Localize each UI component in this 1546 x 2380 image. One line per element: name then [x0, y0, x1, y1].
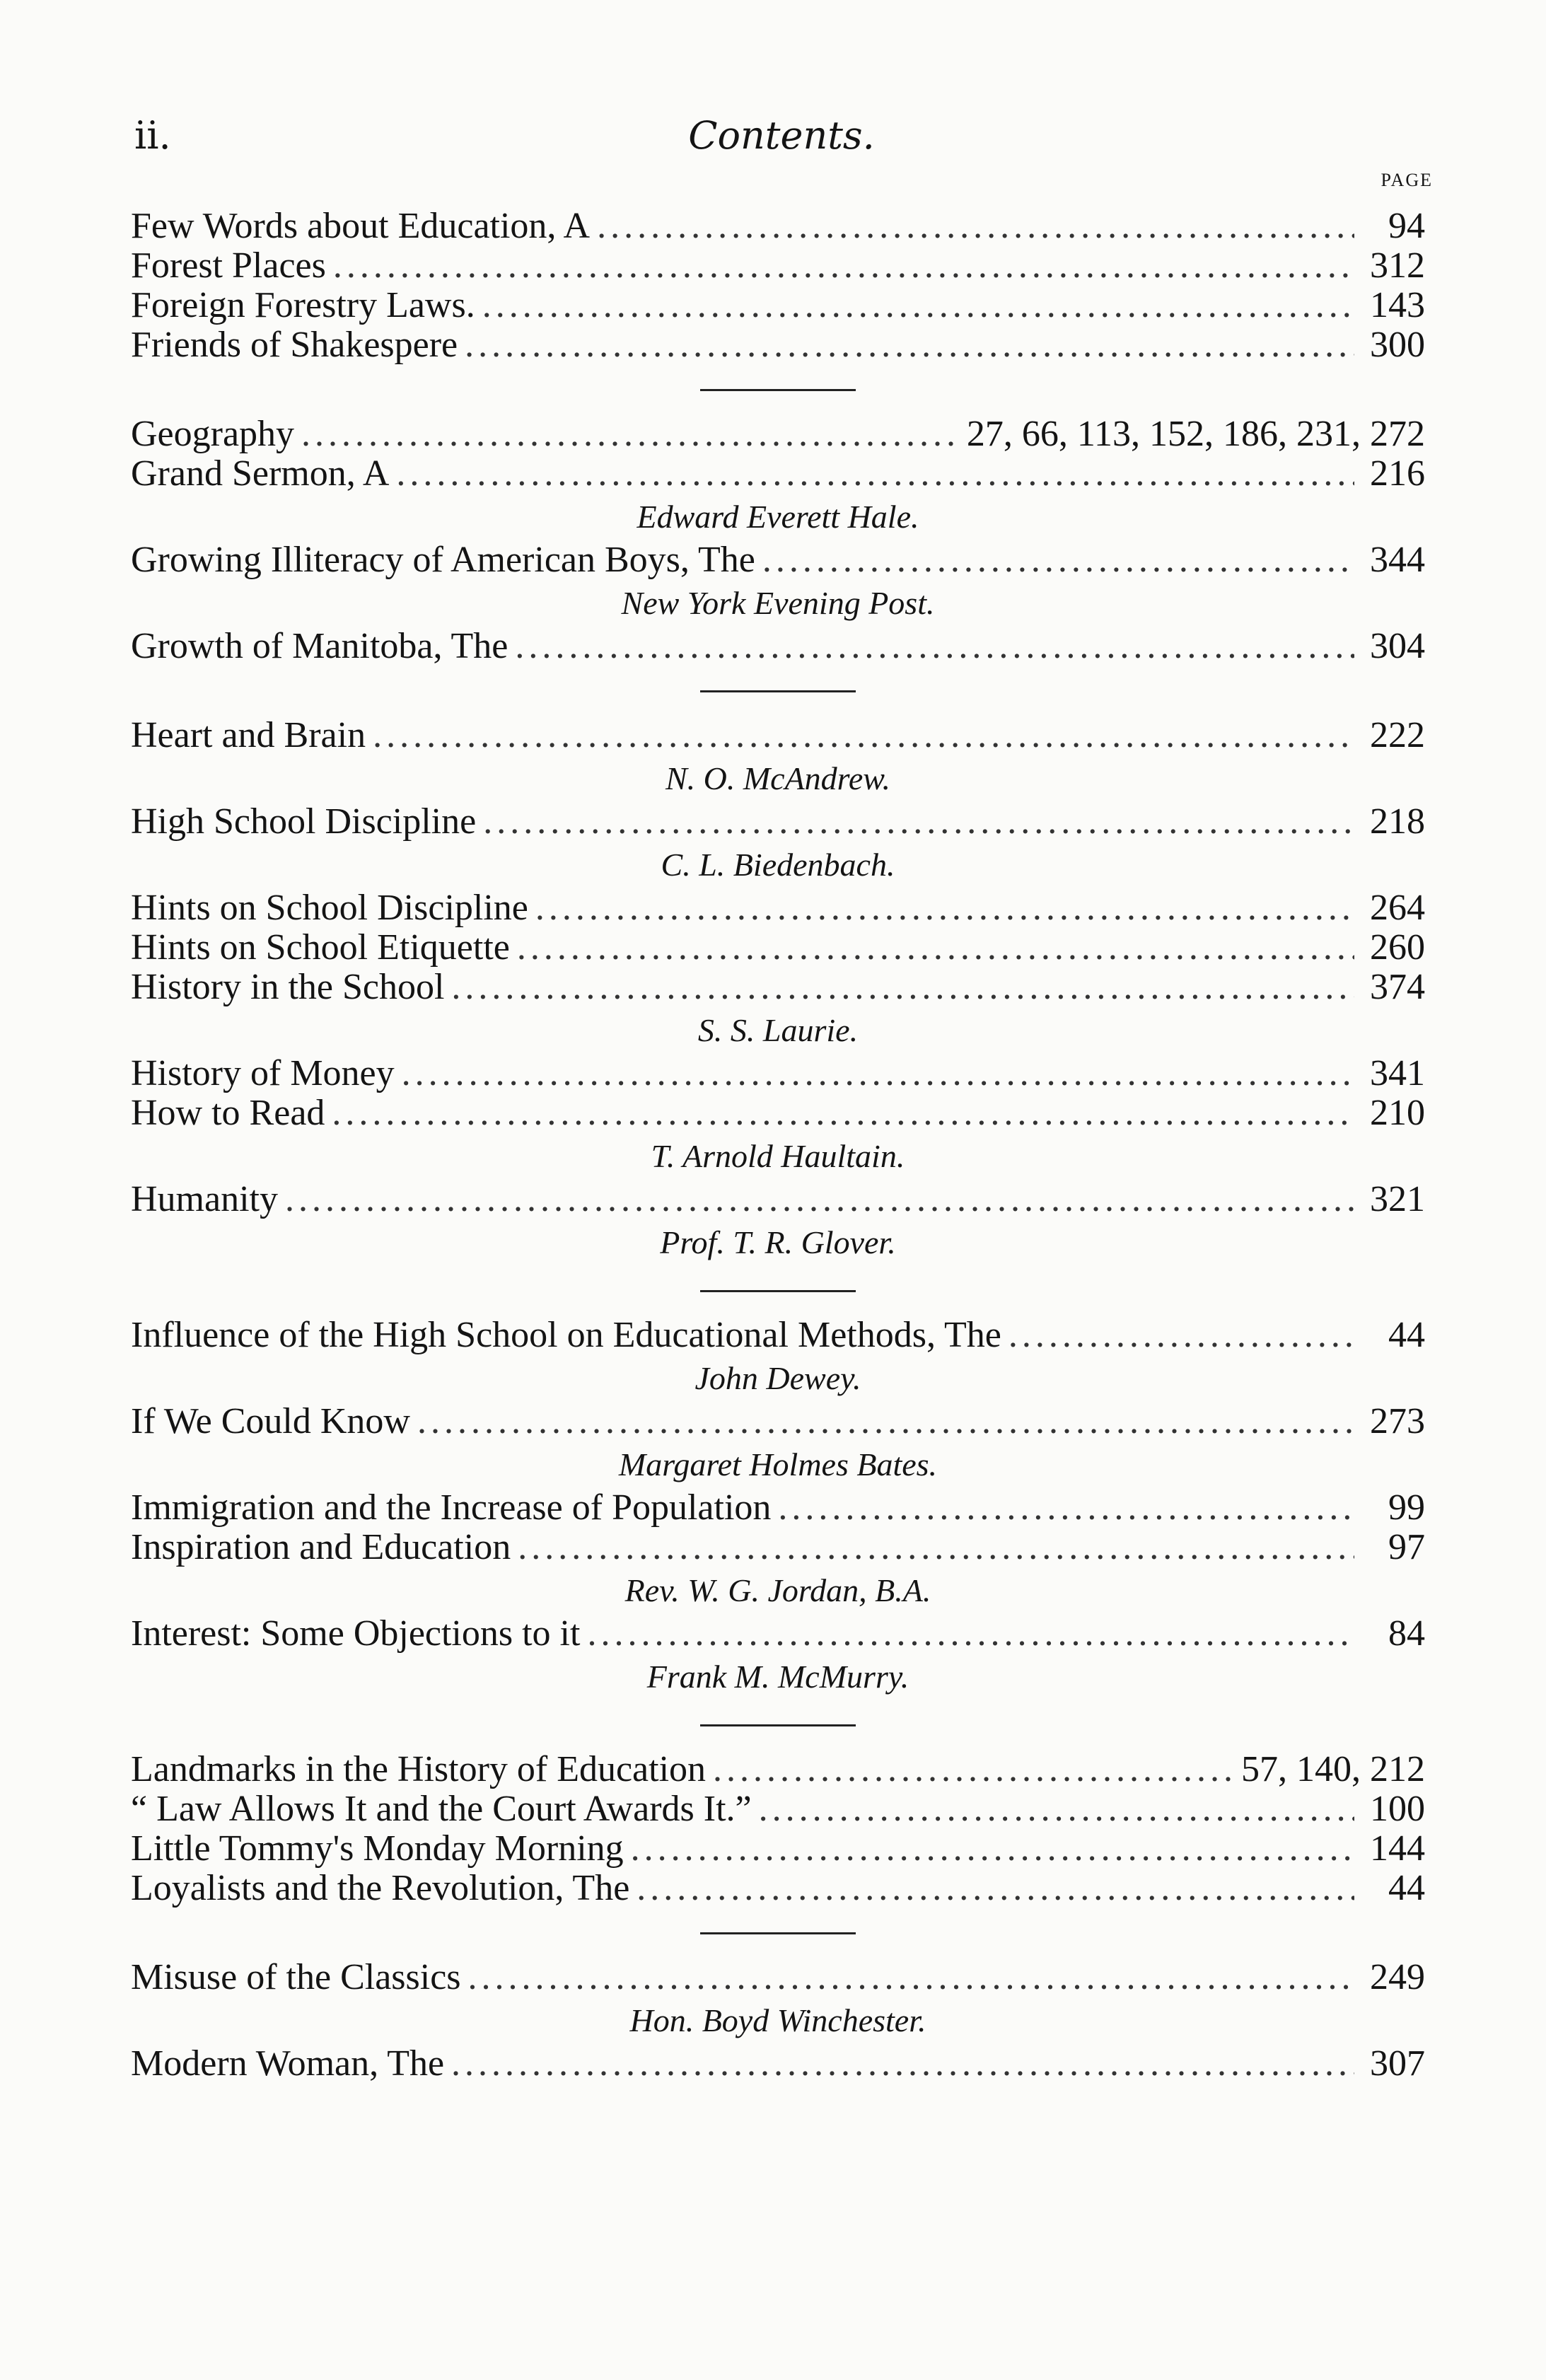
entry-page: 264 [1370, 888, 1425, 928]
toc-entry [131, 1789, 1425, 1829]
dot-leader [451, 2044, 1354, 2084]
dot-leader [332, 1093, 1354, 1133]
toc-entry [131, 454, 1425, 494]
dot-leader [515, 627, 1354, 666]
entry-title: Interest: Some Objections to it [131, 1613, 581, 1654]
entry-title: Growth of Manitoba, The [131, 626, 508, 666]
dot-leader [759, 1789, 1354, 1829]
toc-entry [131, 1958, 1425, 1997]
entry-page: 143 [1370, 285, 1425, 325]
entry-page: 57, 140, 212 [1241, 1749, 1425, 1789]
entry-page: 307 [1370, 2043, 1425, 2084]
entry-author: C. L. Biedenbach. [661, 847, 895, 883]
entry-title: Hints on School Discipline [131, 888, 528, 928]
entry-title: Few Words about Education, A [131, 206, 591, 246]
dot-leader [597, 207, 1354, 246]
entry-page: 27, 66, 113, 152, 186, 231, 272 [966, 414, 1425, 454]
entry-page: 260 [1370, 927, 1425, 968]
toc-entry [131, 1316, 1425, 1355]
contents-list [131, 207, 1425, 2084]
entry-title: Inspiration and Education [131, 1527, 511, 1567]
entry-page: 216 [1370, 453, 1425, 494]
toc-entry [131, 1528, 1425, 1567]
entry-title: Geography [131, 414, 295, 454]
toc-entry [131, 325, 1425, 365]
entry-title: Heart and Brain [131, 715, 366, 755]
entry-author: Prof. T. R. Glover. [660, 1224, 896, 1260]
toc-entry [131, 888, 1425, 928]
entry-title: Little Tommy's Monday Morning [131, 1828, 624, 1869]
toc-entry [131, 1488, 1425, 1528]
toc-entry [131, 1869, 1425, 1908]
entry-page: 374 [1370, 967, 1425, 1007]
dot-leader [417, 1402, 1354, 1441]
entry-title: History in the School [131, 967, 445, 1007]
entry-title: Influence of the High School on Educational Methods, The [131, 1315, 1001, 1355]
section-divider [131, 1908, 1425, 1958]
entry-page: 99 [1388, 1487, 1425, 1528]
toc-entry [131, 1180, 1425, 1219]
toc-entry [131, 1093, 1425, 1133]
toc-entry [131, 414, 1425, 454]
toc-entry [131, 1614, 1425, 1654]
entry-title: High School Discipline [131, 801, 477, 842]
entry-page: 321 [1370, 1179, 1425, 1219]
toc-entry [131, 207, 1425, 246]
entry-title: History of Money [131, 1053, 395, 1093]
entry-title: Modern Woman, The [131, 2043, 445, 2084]
dot-leader [333, 246, 1354, 286]
dot-leader [587, 1614, 1354, 1654]
entry-title: Forest Places [131, 245, 326, 286]
dot-leader [518, 1528, 1354, 1567]
section-divider [131, 666, 1425, 716]
page-title: Contents. [688, 113, 875, 158]
entry-page: 44 [1388, 1315, 1425, 1355]
entry-title: Immigration and the Increase of Population [131, 1487, 772, 1528]
dot-leader [373, 716, 1354, 755]
dot-leader [451, 968, 1354, 1007]
page-column-label: PAGE [1381, 170, 1433, 190]
dot-leader [637, 1869, 1354, 1908]
dot-leader [468, 1958, 1354, 1997]
dot-leader [1009, 1316, 1354, 1355]
toc-entry [131, 1829, 1425, 1869]
entry-author: New York Evening Post. [621, 585, 935, 621]
entry-title: Landmarks in the History of Education [131, 1749, 707, 1789]
entry-author: Edward Everett Hale. [637, 499, 919, 535]
dot-leader [535, 888, 1354, 928]
page-number: ii. [134, 113, 171, 158]
section-divider [131, 365, 1425, 414]
toc-entry [131, 1750, 1425, 1789]
entry-title: Growing Illiteracy of American Boys, The [131, 540, 755, 580]
entry-page: 222 [1370, 715, 1425, 755]
entry-page: 94 [1388, 206, 1425, 246]
dot-leader [631, 1829, 1354, 1869]
entry-author: N. O. McAndrew. [665, 760, 891, 796]
toc-entry [131, 540, 1425, 580]
entry-page: 97 [1388, 1527, 1425, 1567]
toc-entry [131, 286, 1425, 325]
entry-title: Hints on School Etiquette [131, 927, 510, 968]
entry-title: Friends of Shakespere [131, 325, 458, 365]
toc-entry [131, 968, 1425, 1007]
toc-entry [131, 802, 1425, 842]
entry-page: 44 [1388, 1868, 1425, 1908]
entry-title: “ Law Allows It and the Court Awards It.” [131, 1789, 752, 1829]
dot-leader [482, 286, 1354, 325]
toc-entry [131, 928, 1425, 968]
section-divider [131, 1700, 1425, 1750]
entry-author: John Dewey. [694, 1360, 861, 1396]
entry-author: Rev. W. G. Jordan, B.A. [624, 1572, 931, 1608]
dot-leader [483, 802, 1354, 842]
entry-title: Foreign Forestry Laws. [131, 285, 475, 325]
entry-page: 100 [1370, 1789, 1425, 1829]
entry-page: 210 [1370, 1093, 1425, 1133]
entry-title: Misuse of the Classics [131, 1957, 461, 1997]
dot-leader [762, 540, 1354, 580]
dot-leader [517, 928, 1354, 968]
entry-page: 344 [1370, 540, 1425, 580]
dot-leader [285, 1180, 1354, 1219]
entry-title: Loyalists and the Revolution, The [131, 1868, 630, 1908]
entry-page: 218 [1370, 801, 1425, 842]
entry-page: 273 [1370, 1401, 1425, 1441]
running-head [134, 113, 1429, 170]
dot-leader [402, 1054, 1354, 1093]
entry-page: 249 [1370, 1957, 1425, 1997]
toc-entry [131, 246, 1425, 286]
toc-entry [131, 1402, 1425, 1441]
dot-leader [465, 325, 1354, 365]
dot-leader [396, 454, 1354, 494]
dot-leader [301, 414, 960, 454]
section-divider [131, 1266, 1425, 1316]
entry-author: Frank M. McMurry. [646, 1659, 909, 1695]
toc-entry [131, 1054, 1425, 1093]
entry-title: Humanity [131, 1179, 278, 1219]
toc-entry [131, 2044, 1425, 2084]
toc-entry [131, 716, 1425, 755]
dot-leader [713, 1750, 1234, 1789]
toc-entry [131, 627, 1425, 666]
entry-page: 312 [1370, 245, 1425, 286]
entry-page: 144 [1370, 1828, 1425, 1869]
entry-title: If We Could Know [131, 1401, 410, 1441]
entry-author: S. S. Laurie. [697, 1012, 859, 1048]
dot-leader [778, 1488, 1354, 1528]
entry-author: Margaret Holmes Bates. [618, 1446, 938, 1482]
entry-author: T. Arnold Haultain. [651, 1138, 905, 1174]
entry-page: 304 [1370, 626, 1425, 666]
entry-page: 300 [1370, 325, 1425, 365]
entry-title: Grand Sermon, A [131, 453, 390, 494]
entry-page: 341 [1370, 1053, 1425, 1093]
entry-title: How to Read [131, 1093, 325, 1133]
entry-page: 84 [1388, 1613, 1425, 1654]
entry-author: Hon. Boyd Winchester. [629, 2002, 926, 2038]
